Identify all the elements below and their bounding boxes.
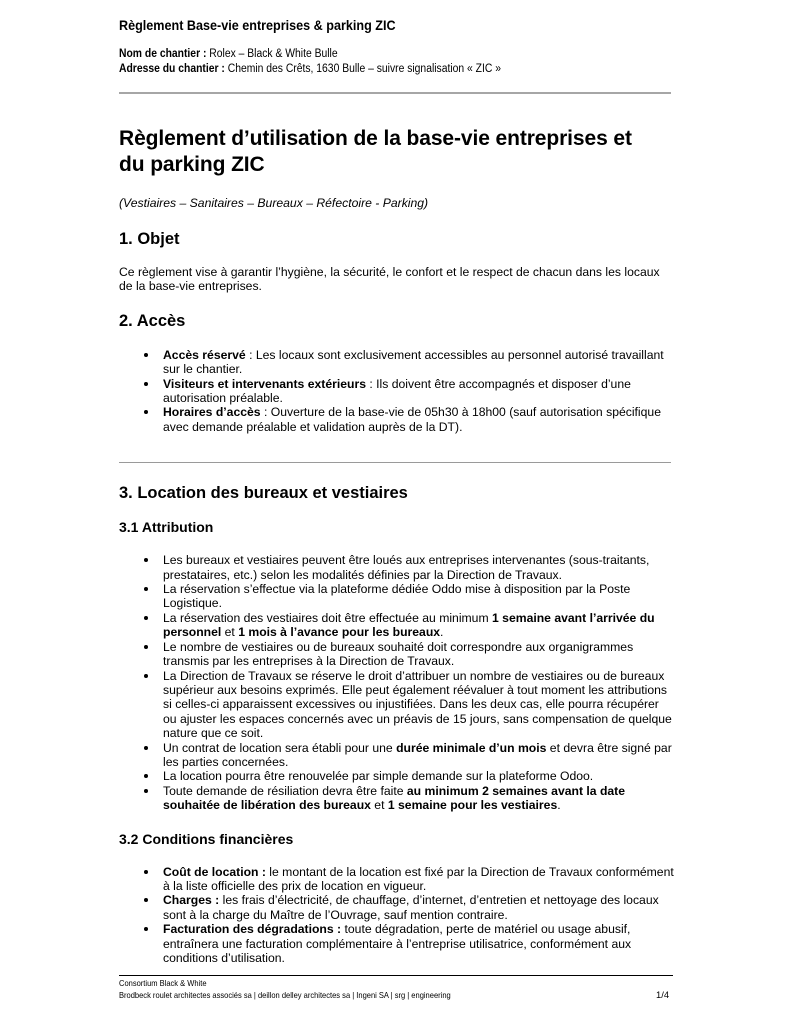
list-item <box>119 611 674 640</box>
section-3-heading: 3. Location des bureaux et vestiaires <box>119 484 408 503</box>
attribution-list <box>119 553 674 812</box>
item-text: : Les locaux sont exclusivement accessibles au personnel autorisé travaillant sur le chantier. <box>163 347 664 377</box>
list-item <box>119 405 674 434</box>
footer-divider <box>119 975 673 976</box>
list-item <box>119 377 674 406</box>
site-info <box>119 47 543 77</box>
list-item <box>119 865 674 894</box>
item-text: La réservation des vestiaires doit être effectuée au minimum <box>163 610 493 625</box>
running-header-title: Règlement Base-vie entreprises & parking ZIC <box>119 17 396 33</box>
item-emphasis: 1 semaine pour les vestiaires <box>387 798 558 813</box>
item-text: toute dégradation, perte de matériel ou usage abusif, entraînera une facturation complémentaire à l’entreprise utilisatrice, conformément aux conditions d’utilisation. <box>163 922 632 965</box>
site-name-label: Nom de chantier : <box>119 48 207 60</box>
list-item: La location pourra être renouvelée par simple demande sur la plateforme Odoo. <box>119 769 674 783</box>
document-title-line2: du parking ZIC <box>119 153 265 176</box>
header-divider <box>119 92 671 94</box>
item-text: : Ouverture de la base-vie de 05h30 à 18h00 (sauf autorisation spécifique avec demande préalable et validation auprès de la DT). <box>163 405 661 434</box>
item-emphasis: 1 semaine avant l’arrivée du personnel <box>163 610 655 640</box>
item-label: Facturation des dégradations : <box>163 922 342 937</box>
document-title <box>119 126 674 178</box>
document-body <box>119 126 674 965</box>
item-label: Coût de location : <box>163 864 266 879</box>
item-text: . <box>557 798 561 813</box>
footer-partners: Brodbeck roulet architectes associés sa | deillon delley architectes sa | Ingeni SA | srg | engineering <box>119 990 451 1000</box>
item-text: : Ils doivent être accompagnés et disposer d’une autorisation préalable. <box>163 376 631 406</box>
item-text: les frais d’électricité, de chauffage, d’internet, d’entretien et nettoyage des locaux sont à la charge du Maître de l’Ouvrage, sauf mention contraire. <box>163 893 659 922</box>
section-divider <box>119 462 671 463</box>
section-1-text: Ce règlement vise à garantir l’hygiène, la sécurité, le confort et le respect de chacun dans les locaux de la base-vie entreprises. <box>119 265 660 294</box>
item-text: . <box>440 625 444 640</box>
item-label: Visiteurs et intervenants extérieurs <box>163 376 366 391</box>
site-address-label: Adresse du chantier : <box>119 63 225 75</box>
item-label: Accès réservé <box>163 347 246 362</box>
financial-conditions-list <box>119 865 674 966</box>
list-item <box>119 893 674 922</box>
site-address-value: Chemin des Crêts, 1630 Bulle – suivre signalisation « ZIC » <box>227 63 501 75</box>
item-emphasis: 1 mois à l’avance pour les bureaux <box>238 625 441 640</box>
section-3-2-heading: 3.2 Conditions financières <box>119 830 294 847</box>
item-text: et <box>221 625 239 640</box>
item-text: Toute demande de résiliation devra être faite <box>163 783 407 798</box>
list-item <box>119 922 674 965</box>
list-item: Les bureaux et vestiaires peuvent être loués aux entreprises intervenantes (sous-traitants, prestataires, etc.) selon les modalités définies par la Direction de Travaux. <box>119 553 674 582</box>
list-item <box>119 348 674 377</box>
site-name-line <box>119 47 501 62</box>
section-3-1-heading: 3.1 Attribution <box>119 519 214 536</box>
document-title-line1: Règlement d’utilisation de la base-vie entreprises et <box>119 127 632 150</box>
site-address-line <box>119 62 501 77</box>
footer-consortium: Consortium Black & White <box>119 978 207 988</box>
item-text: et <box>370 798 388 813</box>
item-emphasis: durée minimale d’un mois <box>396 740 547 755</box>
item-text: Un contrat de location sera établi pour une <box>163 740 397 755</box>
access-list <box>119 348 674 434</box>
list-item: La réservation s’effectue via la plateforme dédiée Oddo mise à disposition par la Poste Logistique. <box>119 582 674 611</box>
section-2-heading: 2. Accès <box>119 311 186 330</box>
list-item <box>119 741 674 770</box>
item-text: le montant de la location est fixé par la Direction de Travaux conformément à la liste officielle des prix de location en vigueur. <box>163 864 674 893</box>
list-item: La Direction de Travaux se réserve le droit d’attribuer un nombre de vestiaires ou de bureaux supérieur aux besoins exprimés. Elle peut également réévaluer à tout moment les attributions si celles-ci apparaissent excessives ou injustifiées. Dans les deux cas, elle pourra récupérer ou ajuster les espaces concernés avec un préavis de 15 jours, sans compensation de quelque nature que ce soit. <box>119 669 674 741</box>
section-1-heading: 1. Objet <box>119 230 180 248</box>
item-text: et devra être signé par les parties concernées. <box>163 740 672 769</box>
list-item <box>119 784 674 813</box>
item-label: Charges : <box>163 893 220 908</box>
list-item: Le nombre de vestiaires ou de bureaux souhaité doit correspondre aux organigrammes transmis par les entreprises à la Direction de Travaux. <box>119 640 674 669</box>
item-label: Horaires d’accès <box>163 405 261 420</box>
site-name-value: Rolex – Black & White Bulle <box>209 48 338 60</box>
page-number: 1/4 <box>656 989 670 1000</box>
item-emphasis: au minimum 2 semaines avant la date souhaitée de libération des bureaux <box>163 783 626 813</box>
document-subtitle: (Vestiaires – Sanitaires – Bureaux – Réfectoire - Parking) <box>119 196 429 210</box>
